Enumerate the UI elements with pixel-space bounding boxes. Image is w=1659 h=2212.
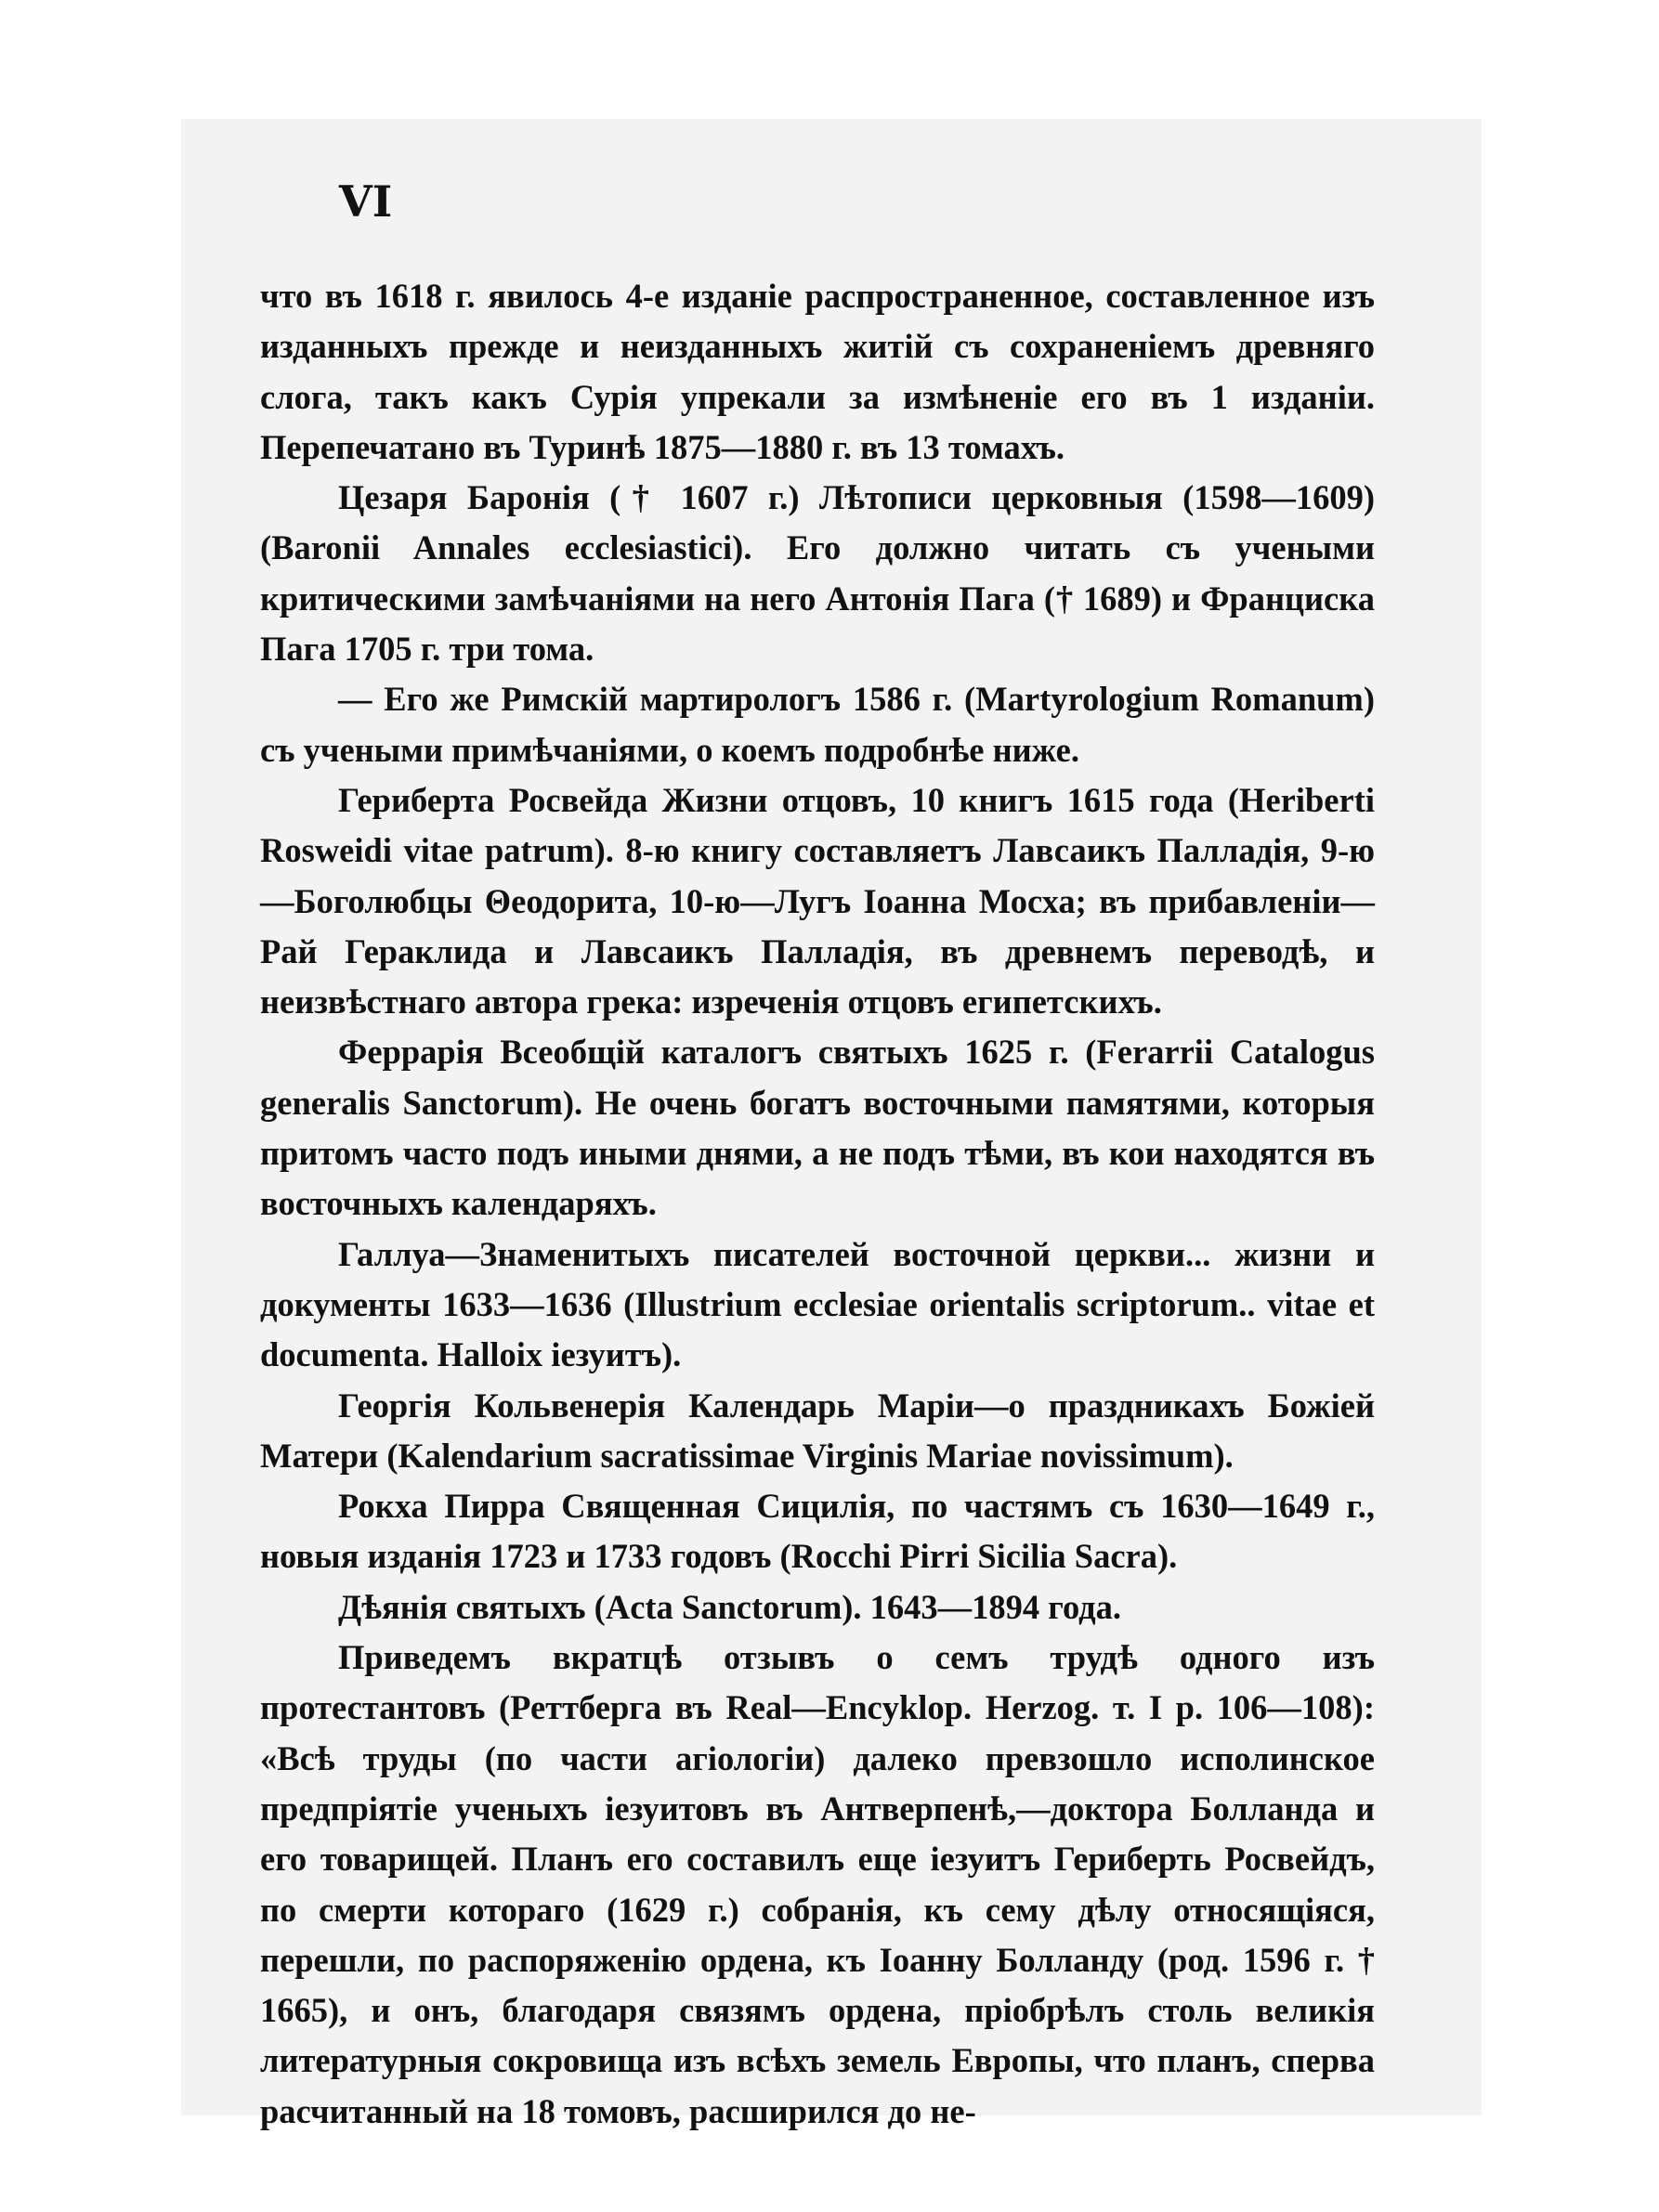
paragraph-3: — Его же Римскій мартирологъ 1586 г. (Martyrologium Romanum) съ учеными примѣчаніями, о коемъ подробнѣе ниже. — [260, 680, 1375, 769]
body-text — [260, 271, 1375, 2137]
page-number: VI — [339, 176, 393, 227]
paragraph-6: Галлуа—Знаменитыхъ писателей восточной церкви... жизни и документы 1633—1636 (Illustrium ecclesiae orientalis scriptorum.. vitae et documenta. Halloix іезуитъ). — [260, 1234, 1375, 1374]
paragraph-8: Рокха Пирра Священная Сицилія, по частямъ съ 1630—1649 г., новыя изданія 1723 и 1733 годовъ (Rocchi Pirri Sicilia Sacra). — [260, 1487, 1375, 1576]
paragraph-4: Гериберта Росвейда Жизни отцовъ, 10 книгъ 1615 года (Heriberti Rosweidi vitae patrum). 8-ю книгу составляетъ Лавсаикъ Палладія, 9-ю—Боголюбцы Θеодорита, 10-ю—Лугъ Іоанна Мосха; въ прибавленіи—Рай Гераклида и Лавсаикъ Палладія, въ древнемъ переводѣ, и неизвѣстнаго автора грека: изреченія отцовъ египетскихъ. — [260, 780, 1375, 1021]
paragraph-5: Феррарія Всеобщій каталогъ святыхъ 1625 г. (Ferarrii Catalogus generalis Sanctorum). Не очень богатъ восточными памятями, которыя притомъ часто подъ иными днями, а не подъ тѣми, въ кои находятся въ восточныхъ календаряхъ. — [260, 1033, 1375, 1223]
paragraph-2: Цезаря Баронія († 1607 г.) Лѣтописи церковныя (1598—1609) (Baronii Annales ecclesiastici). Его должно читать съ учеными критическими замѣчаніями на него Антонія Пага († 1689) и Франциска Пага 1705 г. три тома. — [260, 478, 1375, 669]
paragraph-7: Георгія Кольвенерія Календарь Маріи—о праздникахъ Божіей Матери (Kalendarium sacratissimae Virginis Mariae novissimum). — [260, 1386, 1375, 1475]
paragraph-10: Приведемъ вкратцѣ отзывъ о семъ трудѣ одного изъ протестантовъ (Реттберга въ Real—Encyklop. Herzog. т. I p. 106—108): «Всѣ труды (по части агіологіи) далеко превзошло исполинское предпріятіе ученыхъ іезуитовъ въ Антверпенѣ,—доктора Болланда и его товарищей. Планъ его составилъ еще іезуитъ Гериберть Росвейдъ, по смерти котораго (1629 г.) собранія, къ сему дѣлу относящіяся, перешли, по распоряженію ордена, къ Іоанну Болланду (род. 1596 г. † 1665), и онъ, благодаря связямъ ордена, пріобрѣлъ столь великія литературныя сокровища изъ всѣхъ земель Европы, что планъ, сперва расчитанный на 18 томовъ, расширился до не- — [260, 1638, 1375, 2130]
paragraph-1: что въ 1618 г. явилось 4-е изданіе распространенное, составленное изъ изданныхъ прежде и неизданныхъ житій съ сохраненіемъ древняго слога, такъ какъ Сурія упрекали за измѣненіе его въ 1 изданіи. Перепечатано въ Туринѣ 1875—1880 г. въ 13 томахъ. — [260, 277, 1375, 466]
paragraph-9: Дѣянія святыхъ (Acta Sanctorum). 1643—1894 года. — [338, 1587, 1122, 1626]
